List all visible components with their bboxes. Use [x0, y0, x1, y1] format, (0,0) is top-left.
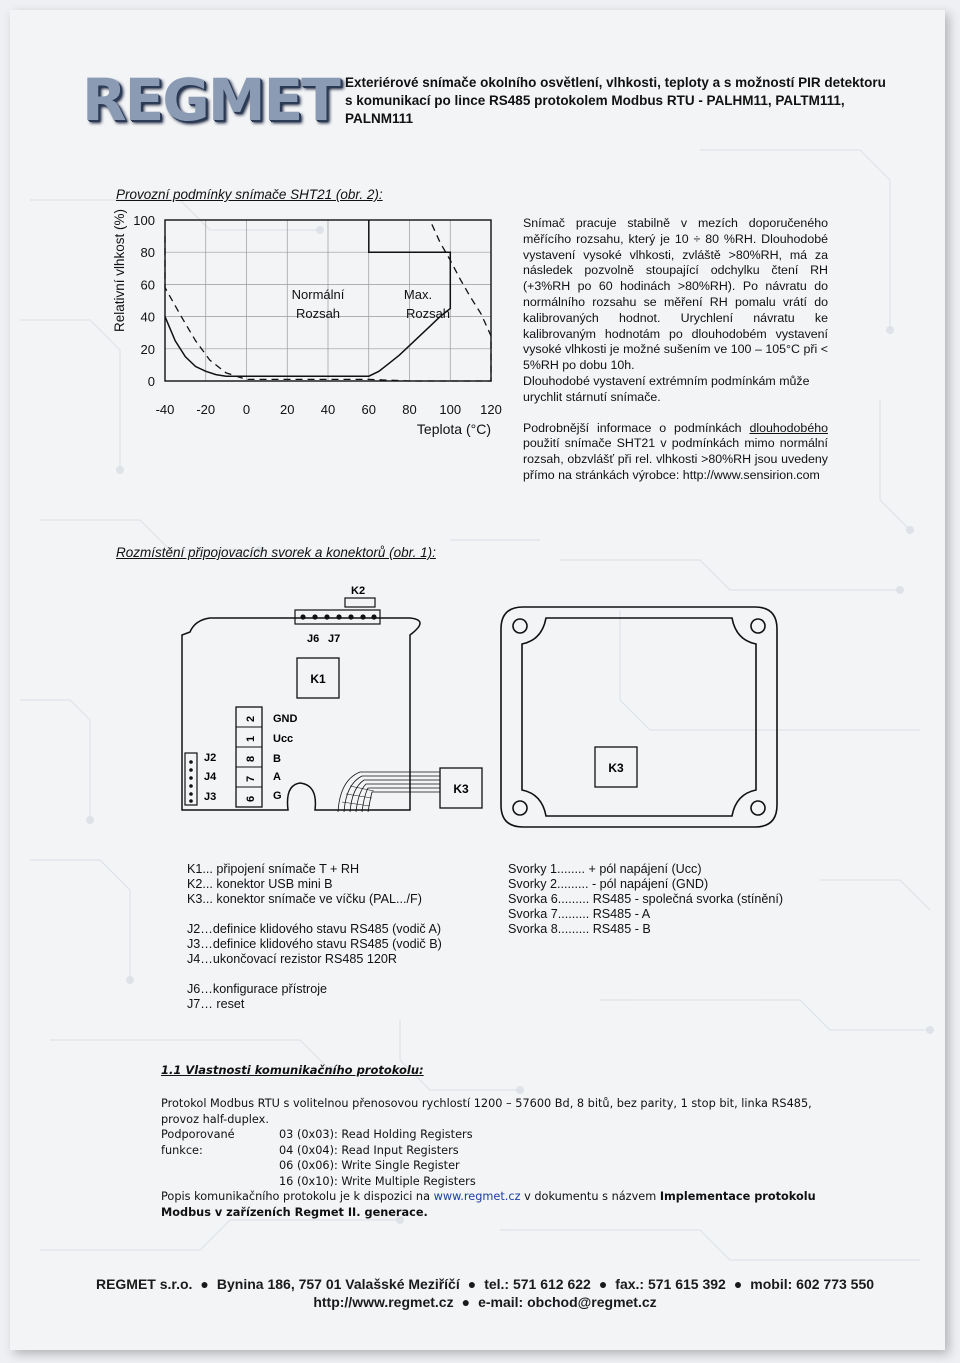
functions-label: Podporované funkce: [161, 1128, 235, 1157]
x-tick-label: 100 [439, 402, 462, 417]
humidity-temperature-chart [108, 205, 508, 445]
k2-label: K2 [351, 585, 366, 597]
terminal-number-1: 1 [245, 735, 257, 742]
footer-line-2: http://www.regmet.cz ● e-mail: obchod@regmet.cz [313, 1294, 657, 1310]
terminal-number-6: 6 [245, 795, 257, 802]
k3-board-label: K3 [453, 782, 469, 796]
sensor-description [523, 216, 828, 484]
lid-inner [522, 618, 756, 816]
footer-tel: tel.: 571 612 622 [484, 1276, 591, 1292]
header-pins [300, 614, 376, 619]
legend-j2: J2…definice klidového stavu RS485 (vodič A) [187, 922, 442, 936]
terminal-number-8: 8 [245, 755, 257, 762]
j7-label: J7 [328, 633, 341, 645]
sensor-paragraph-1: Snímač pracuje stabilně v mezích doporučeného měřícího rozsahu, který je 10 ÷ 80 %RH. Dlouhodobé vystavení vysoké vlhkosti, zvláště >80%RH, má za následek pozvolně stoupající odchylku čtení RH (+3%RH po 60 hodinách >80%RH). Po návratu do normálního rozsahu se měření RH pomalu vrátí do kalibrovaných hodnot. Urychlení návratu ke kalibrovaným hodnotám po dlouhodobém vystavení vysoké vlhkosti je možné sušením ve 100 – 105°C při < 5%RH po dobu 10h. [523, 216, 828, 373]
sensor-paragraph-3 [523, 421, 828, 484]
y-tick-label: 40 [140, 309, 155, 325]
sensor-paragraph-2: Dlouhodobé vystavení extrémním podmínkám může urychlit stárnutí snímače. [523, 373, 810, 404]
x-tick-label: 0 [242, 402, 251, 417]
paragraph-3-underlined: dlouhodobého [749, 420, 828, 435]
legend-k2: K2... konektor USB mini B [187, 877, 333, 891]
lid-outer [501, 607, 777, 827]
y-tick-label: 0 [147, 374, 155, 389]
legend-j7: J7… reset [187, 997, 245, 1011]
normal-range-label-2: Rozsah [295, 306, 341, 321]
k2-usb-connector [345, 598, 375, 607]
legend-j6: J6…konfigurace přístroje [187, 982, 327, 996]
legend-j3: J3…definice klidového stavu RS485 (vodič B) [187, 937, 442, 951]
legend-spacer [187, 907, 442, 922]
function-03: 03 (0x03): Read Holding Registers [279, 1128, 473, 1141]
title-line-2: s komunikací po lince RS485 protokolem Modbus RTU - PALHM11, PALTM111, PALNM111 [345, 93, 845, 126]
j4-label: J4 [204, 771, 217, 783]
regmet-logo [82, 62, 339, 140]
terminal-number-2: 2 [245, 715, 257, 722]
function-06: 06 (0x06): Write Single Register [279, 1159, 460, 1172]
doc-text: Popis komunikačního protokolu je k dispozici na [161, 1190, 434, 1203]
y-tick-label: 80 [140, 245, 155, 261]
x-tick-label: 120 [480, 402, 502, 417]
normal-range-label-1: Normální [291, 287, 345, 302]
footer-fax: fax.: 571 615 392 [615, 1276, 726, 1292]
paragraph-3-text: Podrobnější informace o podmínkách [523, 420, 750, 435]
x-tick-label: -20 [196, 402, 216, 417]
k1-label: K1 [310, 672, 326, 686]
x-tick-label: -40 [155, 402, 175, 417]
footer-company: REGMET s.r.o. [95, 1276, 193, 1292]
terminal-label-g: G [273, 790, 282, 802]
legend-svorka-6: Svorka 6......... RS485 - společná svorka (stínění) [508, 892, 784, 906]
legend-svorka-2: Svorky 2......... - pól napájení (GND) [508, 877, 709, 891]
footer-line-1: REGMET s.r.o. ● Bynina 186, 757 01 Valašské Meziříčí ● tel.: 571 612 622 ● fax.: 571 615 392 ● mobil: 602 773 550 [95, 1276, 875, 1292]
section-heading-connectors: Rozmístění připojovacích svorek a konektorů (obr. 1): [116, 545, 436, 560]
x-tick-label: 80 [402, 402, 417, 417]
title-line-1: Exteriérové snímače okolního osvětlení, vlhkosti, teploty a s možností PIR detektoru [345, 75, 886, 90]
legend-k3: K3... konektor snímače ve víčku (PAL.../F) [187, 892, 422, 906]
footer-address: Bynina 186, 757 01 Valašské Meziříčí [216, 1276, 460, 1292]
doc-text-2: v dokumentu s názvem [520, 1190, 660, 1203]
pcb-connector-diagram [170, 580, 490, 825]
max-range-label-1: Max. [403, 287, 433, 302]
lid-screw-holes [513, 619, 765, 815]
legend-svorka-7: Svorka 7......... RS485 - A [508, 907, 651, 921]
protocol-doc-line [161, 1189, 826, 1220]
y-tick-label: 100 [133, 213, 155, 228]
function-04: 04 (0x04): Read Input Registers [279, 1143, 459, 1157]
x-tick-labels [156, 402, 502, 417]
document-title [345, 74, 905, 128]
ribbon-cable [338, 772, 440, 812]
function-16: 16 (0x10): Write Multiple Registers [279, 1174, 476, 1188]
section-heading-operating-conditions: Provozní podmínky snímače SHT21 (obr. 2): [116, 187, 383, 202]
logo-text: REGMET [82, 66, 339, 134]
board-outline [182, 618, 420, 810]
y-tick-label: 60 [140, 277, 155, 293]
j2-label: J2 [204, 752, 217, 764]
x-tick-label: 60 [361, 402, 376, 417]
functions-list [279, 1127, 476, 1189]
y-tick-labels [133, 213, 155, 389]
legend-left [187, 862, 442, 1012]
legend-j4: J4…ukončovací rezistor RS485 120R [187, 952, 397, 966]
j6-label: J6 [307, 633, 320, 645]
x-tick-label: 40 [320, 402, 336, 417]
sensirion-link[interactable]: http://www.sensirion.com [682, 467, 820, 482]
regmet-link[interactable]: www.regmet.cz [433, 1190, 521, 1203]
protocol-section [161, 1096, 826, 1220]
terminal-number-7: 7 [245, 775, 257, 782]
k3-lid-label: K3 [608, 761, 624, 775]
terminal-label-gnd: GND [273, 713, 298, 725]
footer-email[interactable]: e-mail: obchod@regmet.cz [478, 1294, 657, 1310]
protocol-line-1: Protokol Modbus RTU s volitelnou přenosovou rychlostí 1200 – 57600 Bd, 8 bitů, bez parity, 1 stop bit, linka RS485, provoz half-duplex. [161, 1097, 812, 1126]
legend-svorka-1: Svorky 1........ + pól napájení (Ucc) [508, 862, 702, 876]
paragraph-3-text-2: použití snímače SHT21 v podmínkách mimo normální rozsah, obzvlášť při rel. vlhkosti >80%RH jsou uvedeny přímo na stránkách výrobce: [523, 436, 828, 482]
terminal-label-b: B [273, 753, 281, 765]
footer-web[interactable]: http://www.regmet.cz [313, 1294, 454, 1310]
legend-svorka-8: Svorka 8......... RS485 - B [508, 922, 651, 936]
terminal-label-a: A [273, 771, 281, 783]
y-tick-label: 20 [140, 341, 155, 357]
x-tick-label: 20 [280, 402, 295, 417]
legend-right [508, 862, 783, 937]
functions-block [161, 1127, 826, 1189]
terminal-label-ucc: Ucc [273, 733, 294, 745]
y-axis-label: Relativní vlhkost (%) [112, 208, 127, 332]
legend-spacer [187, 967, 442, 982]
footer-mobil: mobil: 602 773 550 [750, 1276, 875, 1292]
max-range-label-2: Rozsah [405, 306, 451, 321]
legend-k1: K1... připojení snímače T + RH [187, 862, 360, 876]
protocol-heading: 1.1 Vlastnosti komunikačního protokolu: [161, 1063, 424, 1077]
j3-label: J3 [204, 791, 217, 803]
doc-title: Implementace protokolu Modbus v zařízeních Regmet II. generace. [161, 1190, 816, 1219]
lid-connector-diagram [498, 604, 780, 830]
x-axis-label: Teplota (°C) [416, 421, 491, 437]
